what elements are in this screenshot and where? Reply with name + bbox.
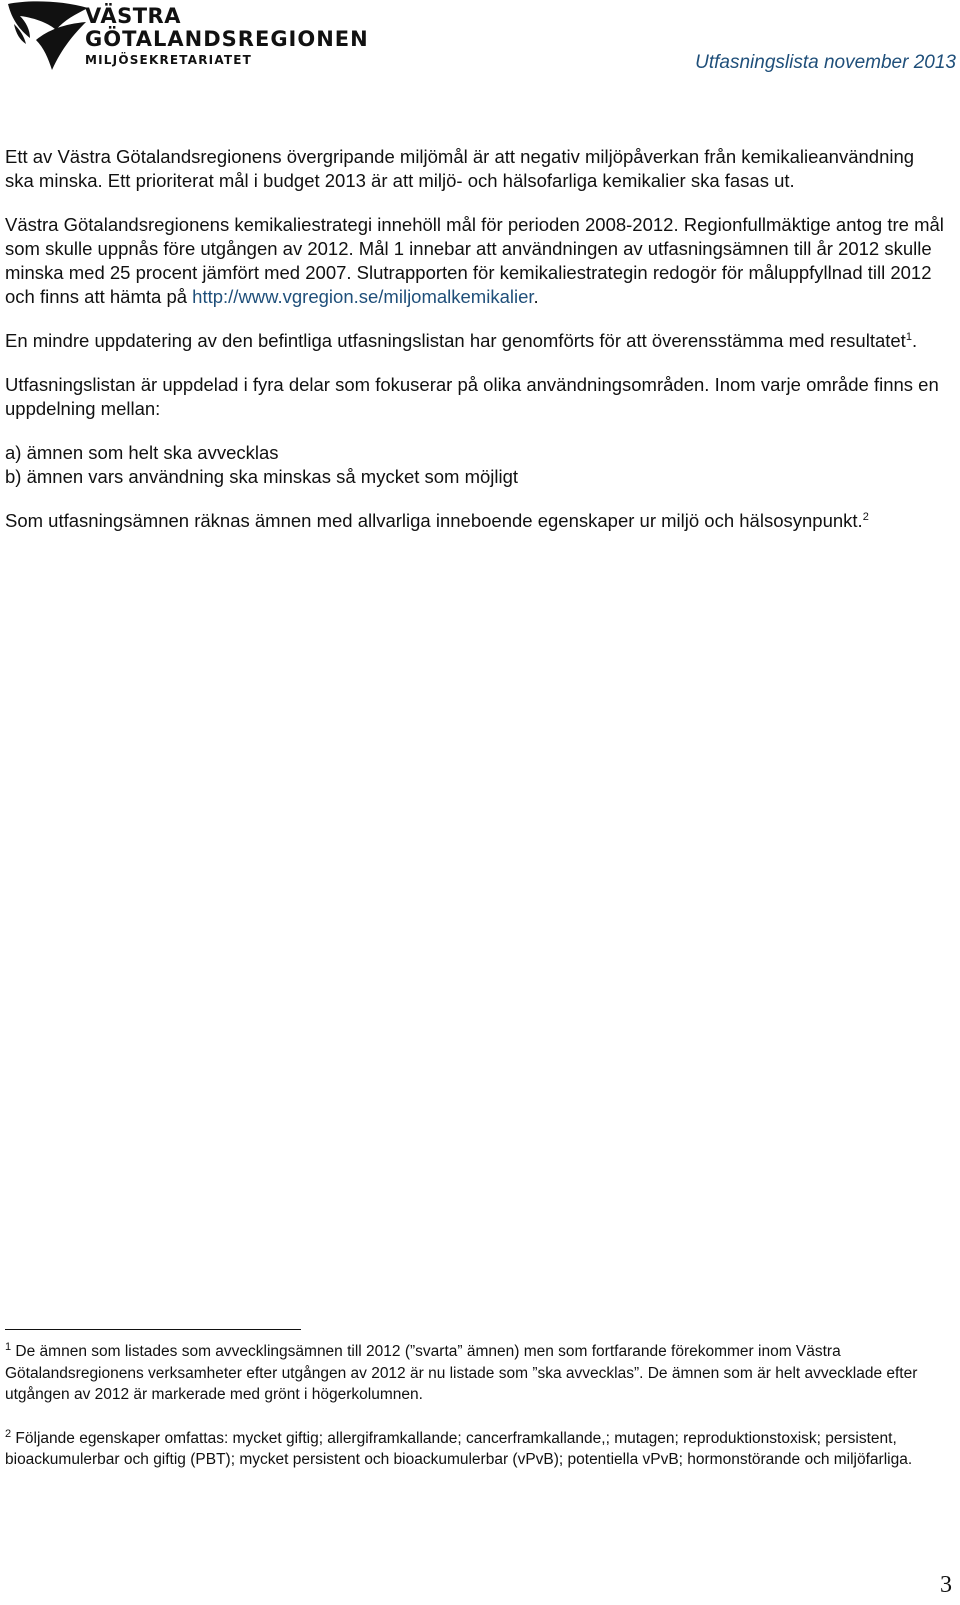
footnote-ref-2[interactable]: 2: [862, 510, 869, 523]
paragraph-definition-text: Som utfasningsämnen räknas ämnen med allvarliga inneboende egenskaper ur miljö och hälsosynpunkt.: [5, 510, 863, 531]
page-number: 3: [940, 1572, 952, 1598]
paragraph-update-text: En mindre uppdatering av den befintliga utfasningslistan har genomförts för att överensstämma med resultatet: [5, 330, 906, 351]
footnote-1: [5, 1341, 945, 1406]
document-title: Utfasningslista november 2013: [695, 52, 956, 73]
footnote-2-number: 2: [5, 1427, 12, 1440]
paragraph-strategy-text: Västra Götalandsregionens kemikaliestrategi innehöll mål för perioden 2008-2012. Regionfullmäktige antog tre mål som skulle uppnås före utgången av 2012. Mål 1 innebar att användningen av utfasningsämnen till år 2012 skulle minska med 25 procent jämfört med 2007. Slutrapporten för kemikaliestrategin redogör för måluppfyllnad till 2012 och finns att hämta på: [5, 214, 944, 307]
document-body: [5, 145, 945, 553]
paragraph-strategy: [5, 213, 945, 309]
footnote-ref-1[interactable]: 1: [905, 330, 912, 343]
footnote-1-text: De ämnen som listades som avvecklingsämnen till 2012 (”svarta” ämnen) men som fortfarande förekommer inom Västra Götalandsregionens verksamheter efter utgången av 2012 är nu listade som ”ska avvecklas”. De ämnen som är helt avvecklade efter utgången av 2012 är markerade med grönt i högerkolumnen.: [5, 1343, 918, 1403]
paragraph-update-end: .: [911, 330, 918, 351]
footnote-2: [5, 1428, 945, 1471]
logo-line-3: MILJÖSEKRETARIATET: [85, 53, 253, 67]
paragraph-strategy-end: .: [533, 286, 539, 307]
logo-line-2: GÖTALANDSREGIONEN: [85, 27, 369, 51]
paragraph-intro: Ett av Västra Götalandsregionens övergripande miljömål är att negativ miljöpåverkan från kemikalieanvändning ska minska. Ett prioriterat mål i budget 2013 är att miljö- och hälsofarliga kemikalier ska fasas ut.: [5, 146, 915, 191]
footnote-2-text: Följande egenskaper omfattas: mycket giftig; allergiframkallande; cancerframkallande,; mutagen; reproduktionstoxisk; persistent, bioackumulerbar och giftig (PBT); mycket persistent och bioackumulerbar (vPvB); potentiella vPvB; hormonstörande och miljöfarliga.: [5, 1429, 913, 1468]
paragraph-update: [5, 329, 945, 353]
logo-text: [85, 6, 369, 66]
logo: [6, 0, 369, 74]
paragraph-definition: [5, 509, 945, 533]
logo-line-1: VÄSTRA: [85, 4, 181, 28]
paragraph-structure: Utfasningslistan är uppdelad i fyra delar som fokuserar på olika användningsområden. Inom varje område finns en uppdelning mellan:: [5, 374, 939, 419]
footnote-1-number: 1: [5, 1340, 12, 1353]
footnote-divider: [5, 1329, 301, 1330]
list-item-a: a) ämnen som helt ska avvecklas: [5, 442, 279, 463]
footnotes: [5, 1341, 945, 1493]
list-item-b: b) ämnen vars användning ska minskas så mycket som möjligt: [5, 466, 519, 487]
logo-mark-icon: [6, 0, 92, 72]
strategy-report-link[interactable]: http://www.vgregion.se/miljomalkemikalier: [192, 286, 534, 307]
